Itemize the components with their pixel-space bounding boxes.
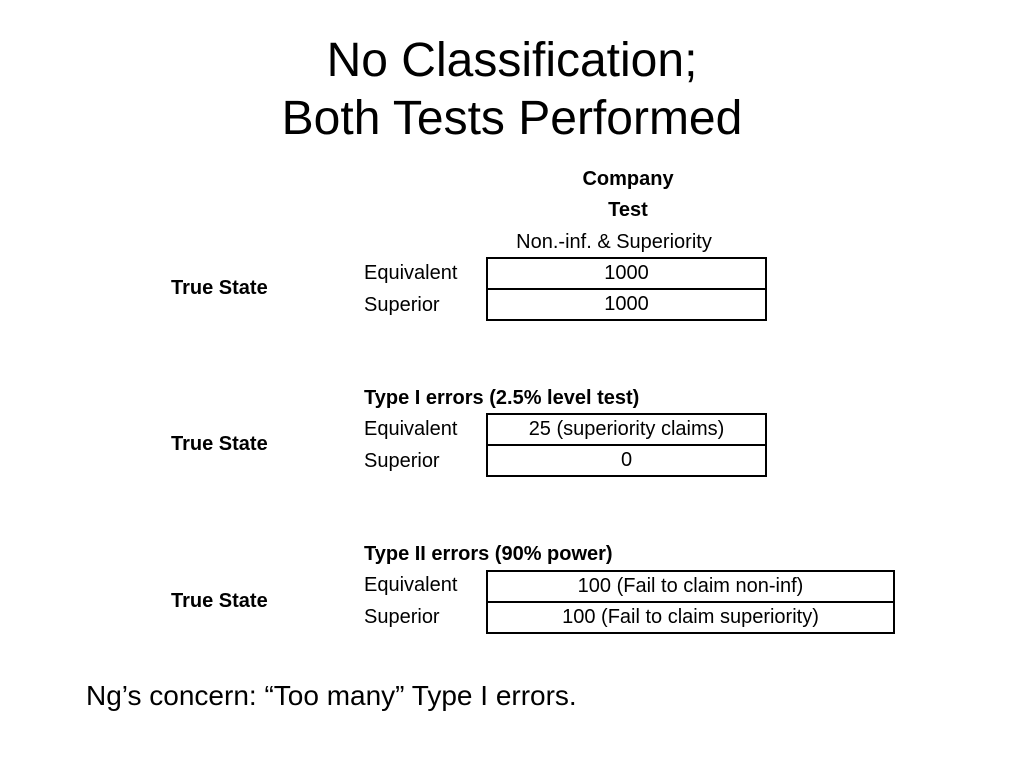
row-label-equivalent: Equivalent <box>364 574 458 596</box>
row-label-equivalent: Equivalent <box>364 418 458 440</box>
table-cell: 100 (Fail to claim non-inf) <box>486 570 895 603</box>
column-header: Non.-inf. & Superiority <box>516 231 712 253</box>
table-cell: 0 <box>486 444 767 477</box>
title-line-1: No Classification; <box>326 34 698 87</box>
table-cell: 1000 <box>486 288 767 321</box>
row-label-superior: Superior <box>364 294 440 316</box>
row-header-true-state: True State <box>171 590 268 612</box>
title-line-2: Both Tests Performed <box>281 91 743 145</box>
row-header-true-state: True State <box>171 277 268 299</box>
slide-title <box>0 32 1024 147</box>
table-caption: Type I errors (2.5% level test) <box>364 387 640 409</box>
row-header-true-state: True State <box>171 433 268 455</box>
row-label-superior: Superior <box>364 450 440 472</box>
table-cell: 100 (Fail to claim superiority) <box>486 601 895 634</box>
table-cell: 1000 <box>486 257 767 290</box>
table-cell: 25 (superiority claims) <box>486 413 767 446</box>
footnote: Ng’s concern: “Too many” Type I errors. <box>86 680 577 711</box>
company-header: Company <box>582 168 674 190</box>
test-header: Test <box>608 199 648 221</box>
row-label-equivalent: Equivalent <box>364 262 458 284</box>
row-label-superior: Superior <box>364 606 440 628</box>
table-caption: Type II errors (90% power) <box>364 543 613 565</box>
